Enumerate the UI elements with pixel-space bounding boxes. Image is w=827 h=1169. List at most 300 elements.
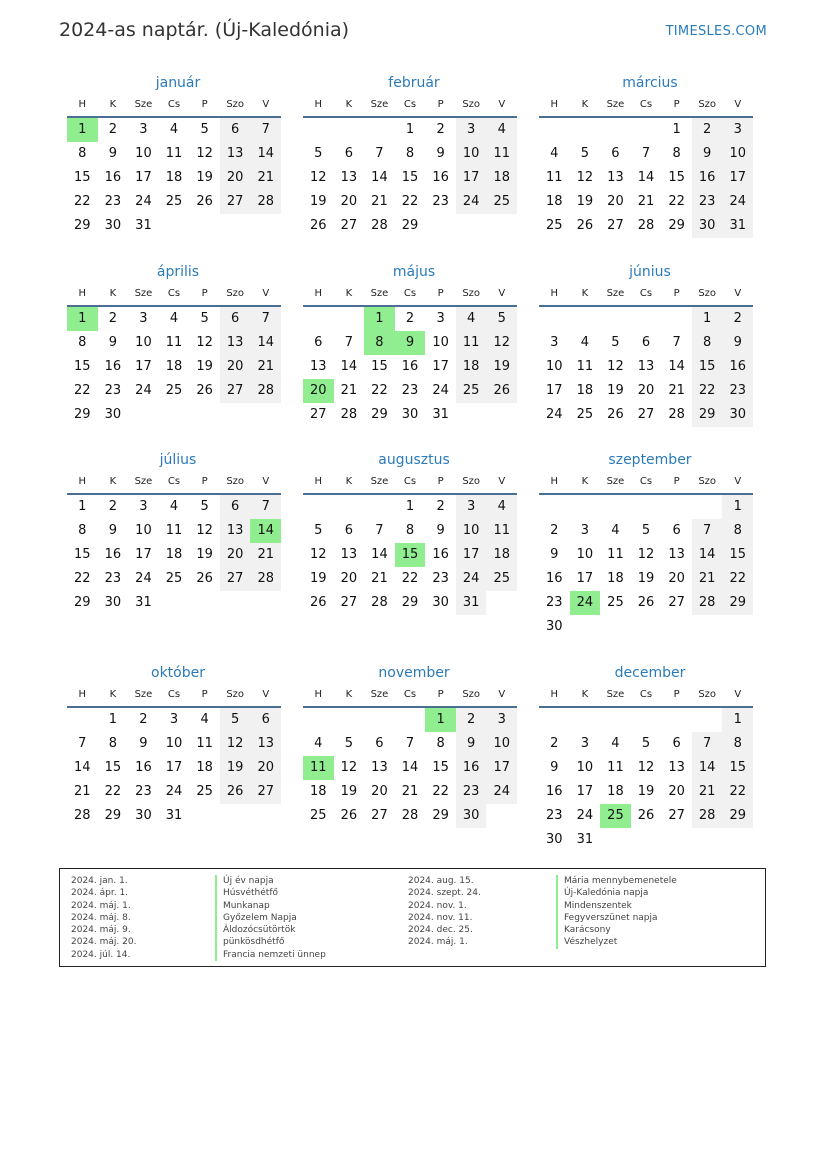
day-cell: 10 [722,142,753,166]
empty-cell [570,118,601,142]
day-cell: 14 [340,359,358,374]
week-row [539,591,753,615]
day-cell: 8 [722,732,753,756]
week-row [303,804,517,828]
week-row [539,708,753,732]
weekday-label: H [550,288,559,299]
day-cell: 20 [637,383,655,398]
day-cell: 29 [401,595,419,610]
day-cell: 28 [692,804,723,828]
day-cell: 14 [637,170,655,185]
day-cell: 17 [456,166,487,190]
month-1 [295,73,517,238]
day-cell: 12 [637,760,655,775]
day-cell: 25 [486,567,517,591]
day-cell: 15 [722,543,753,567]
weekday-label: Sze [370,99,389,110]
day-cell: 22 [668,194,685,209]
weekday-label: P [201,288,208,299]
week-row [303,732,517,756]
page-title: 2024-as naptár. (Új-Kaledónia) [59,19,350,41]
day-cell: 24 [456,190,487,214]
day-cell: 11 [576,359,594,374]
day-cell: 20 [340,571,358,586]
day-cell: 12 [310,170,327,185]
week-row [539,828,753,852]
day-cell: 5 [344,736,353,751]
week-row [539,379,753,403]
week-row [303,118,517,142]
weekday-label: Cs [639,288,653,299]
weekday-label: P [673,99,680,110]
month-name: február [388,75,440,91]
weekday-label: V [262,689,270,700]
day-cell: 19 [486,355,517,379]
legend-holiday-name: Győzelem Napja [215,912,326,924]
day-cell: 12 [310,547,327,562]
weekday-header [539,471,753,495]
legend-holiday-name: Mária mennybemenetele [556,875,677,887]
day-cell: 7 [672,335,681,350]
day-cell: 20 [371,784,388,799]
day-cell: 3 [486,708,517,732]
month-name: április [156,264,200,280]
week-row [303,708,517,732]
day-cell: 16 [546,784,563,799]
weekday-label: V [262,476,270,487]
day-cell: 3 [722,118,753,142]
day-cell: 30 [401,407,419,422]
day-cell: 30 [456,804,487,828]
empty-cell [220,591,251,615]
empty-cell [486,403,517,427]
day-cell: 19 [637,784,655,799]
weekday-header [303,471,517,495]
week-row [303,331,517,355]
day-cell: 28 [250,190,281,214]
empty-cell [661,828,692,852]
month-name: június [629,264,671,280]
day-cell: 9 [108,523,117,538]
day-cell: 3 [139,311,148,326]
day-cell: 5 [314,523,323,538]
weekday-label: Szo [462,99,481,110]
day-cell: 9 [436,146,445,161]
day-cell: 6 [641,335,651,350]
day-cell: 18 [196,760,213,775]
week-row [303,307,517,331]
week-row [539,214,753,238]
weekday-label: Szo [698,689,717,700]
day-cell: 2 [108,122,117,137]
day-cell: 18 [165,170,183,185]
day-cell: 22 [401,571,419,586]
day-cell: 29 [74,218,91,233]
weekday-label: K [109,99,117,110]
day-cell: 25 [607,595,624,610]
day-cell: 10 [486,732,517,756]
legend-holiday-name: Mindenszentek [556,900,677,912]
day-cell: 24 [432,383,449,398]
empty-cell [334,307,365,331]
day-cell: 9 [722,331,753,355]
day-grid [67,118,281,238]
empty-cell [189,214,220,238]
day-cell: 30 [432,595,449,610]
day-cell: 15 [395,543,426,567]
empty-cell [250,591,281,615]
day-grid [303,118,517,238]
day-cell: 13 [310,359,327,374]
month-name: július [159,452,197,468]
empty-cell [600,615,631,639]
day-cell: 14 [250,142,281,166]
day-cell: 25 [165,571,183,586]
day-cell: 8 [722,519,753,543]
day-grid [303,307,517,427]
day-cell: 17 [135,359,152,374]
day-cell: 26 [340,808,358,823]
week-row [539,190,753,214]
empty-cell [67,708,98,732]
day-cell: 2 [139,712,148,727]
month-2 [531,73,753,238]
day-cell: 17 [165,760,183,775]
weekday-header [303,684,517,708]
day-cell: 25 [576,407,594,422]
day-cell: 5 [314,146,323,161]
empty-cell [364,118,395,142]
empty-cell [159,591,190,615]
day-cell: 4 [314,736,323,751]
day-cell: 6 [375,736,384,751]
day-cell: 26 [310,595,327,610]
day-cell: 10 [135,335,152,350]
day-cell: 16 [546,571,563,586]
weekday-label: Sze [606,99,625,110]
weekday-label: H [550,689,559,700]
week-row [303,780,517,804]
day-cell: 8 [692,331,723,355]
weekday-label: K [109,476,117,487]
weekday-label: Cs [167,288,181,299]
day-cell: 1 [722,495,753,519]
day-cell: 7 [250,495,281,519]
day-cell: 17 [135,170,152,185]
week-row [67,708,281,732]
week-row [67,214,281,238]
day-cell: 14 [371,170,388,185]
weekday-label: P [673,288,680,299]
day-cell: 3 [580,523,589,538]
day-cell: 27 [668,808,685,823]
day-cell: 15 [371,359,388,374]
day-cell: 15 [74,170,91,185]
weekday-label: P [201,476,208,487]
day-cell: 18 [607,784,624,799]
weekday-label: P [201,99,208,110]
week-row [539,307,753,331]
empty-cell [600,495,631,519]
week-row [67,379,281,403]
day-cell: 20 [220,166,251,190]
day-cell: 5 [200,122,209,137]
day-cell: 23 [432,571,449,586]
week-row [67,732,281,756]
day-cell: 21 [668,383,685,398]
week-row [67,355,281,379]
day-cell: 21 [692,780,723,804]
month-name: augusztus [378,452,450,468]
month-0 [59,73,281,238]
day-cell: 11 [165,523,183,538]
day-cell: 30 [722,403,753,427]
day-cell: 7 [250,307,281,331]
day-cell: 18 [607,571,624,586]
day-cell: 5 [641,523,651,538]
week-row [67,804,281,828]
weekday-label: Sze [134,689,153,700]
empty-cell [722,828,753,852]
day-cell: 20 [303,379,334,403]
day-cell: 6 [314,335,323,350]
day-cell: 18 [486,166,517,190]
week-row [539,615,753,639]
week-row [67,780,281,804]
week-row [539,780,753,804]
day-cell: 6 [250,708,281,732]
weekday-header [67,471,281,495]
empty-cell [303,307,334,331]
day-cell: 8 [436,736,445,751]
week-row [303,142,517,166]
day-cell: 31 [432,407,449,422]
day-cell: 12 [637,547,655,562]
weekday-label: K [581,476,589,487]
day-cell: 21 [401,784,419,799]
day-cell: 17 [576,784,594,799]
day-cell: 28 [74,808,91,823]
day-cell: 14 [250,519,281,543]
day-cell: 8 [108,736,117,751]
day-cell: 2 [436,122,445,137]
day-cell: 29 [432,808,449,823]
day-cell: 11 [546,170,563,185]
empty-cell [159,214,190,238]
day-cell: 23 [456,780,487,804]
weekday-header [67,94,281,118]
weekday-label: Cs [639,476,653,487]
day-cell: 18 [546,194,563,209]
day-cell: 13 [607,170,624,185]
day-cell: 13 [220,142,251,166]
day-cell: 9 [139,736,148,751]
week-row [303,403,517,427]
weekday-header [303,94,517,118]
day-cell: 13 [250,732,281,756]
day-cell: 27 [220,379,251,403]
day-cell: 3 [436,311,445,326]
day-cell: 31 [165,808,183,823]
day-cell: 10 [546,359,563,374]
weekday-header [539,94,753,118]
day-cell: 10 [576,547,594,562]
weekday-label: Cs [639,689,653,700]
month-5 [531,262,753,427]
day-cell: 22 [74,383,91,398]
day-cell: 6 [220,307,251,331]
weekday-label: Cs [639,99,653,110]
legend-holiday-name: Húsvéthétfő [215,887,326,899]
day-cell: 26 [196,571,213,586]
empty-cell [692,828,723,852]
weekday-label: H [78,288,87,299]
weekday-label: Szo [698,476,717,487]
weekday-label: K [581,288,589,299]
month-name: szeptember [608,452,692,468]
day-cell: 30 [546,832,563,847]
day-cell: 27 [607,218,624,233]
day-cell: 7 [692,519,723,543]
day-cell: 24 [722,190,753,214]
day-cell: 23 [692,190,723,214]
day-cell: 25 [310,808,327,823]
day-cell: 21 [250,355,281,379]
day-cell: 11 [486,519,517,543]
empty-cell [395,708,426,732]
day-cell: 19 [220,756,251,780]
weekday-label: K [109,288,117,299]
day-cell: 14 [250,331,281,355]
day-cell: 3 [139,122,148,137]
empty-cell [570,708,601,732]
day-cell: 29 [401,218,419,233]
legend-holiday-name: Vészhelyzet [556,936,677,948]
day-cell: 11 [486,142,517,166]
weekday-label: Szo [462,288,481,299]
day-cell: 16 [432,547,449,562]
day-cell: 11 [196,736,213,751]
week-row [303,756,517,780]
day-cell: 10 [456,142,487,166]
day-cell: 26 [310,218,327,233]
weekday-label: H [314,689,323,700]
legend-date: 2024. máj. 9. [71,925,131,936]
day-cell: 14 [668,359,685,374]
day-cell: 27 [250,780,281,804]
empty-cell [303,708,334,732]
legend-date: 2024. máj. 20. [71,937,137,948]
week-row [303,495,517,519]
day-cell: 8 [78,146,87,161]
day-cell: 5 [220,708,251,732]
day-cell: 25 [196,784,213,799]
weekday-header [303,283,517,307]
day-cell: 20 [220,543,251,567]
day-cell: 11 [607,760,624,775]
weekday-label: Szo [462,476,481,487]
day-cell: 1 [405,499,415,514]
empty-cell [189,403,220,427]
month-11 [531,663,753,852]
weekday-label: Cs [167,476,181,487]
empty-cell [692,495,723,519]
day-cell: 17 [135,547,152,562]
day-cell: 31 [456,591,487,615]
day-cell: 27 [371,808,388,823]
weekday-label: Szo [226,99,245,110]
day-cell: 28 [668,407,685,422]
day-cell: 13 [340,170,358,185]
day-cell: 23 [401,383,419,398]
day-cell: 24 [486,780,517,804]
weekday-label: Szo [226,288,245,299]
day-cell: 8 [672,146,681,161]
day-cell: 15 [401,170,419,185]
day-cell: 15 [692,355,723,379]
week-row [303,190,517,214]
brand-link[interactable]: TIMESLES.COM [665,24,767,39]
weekday-header [539,283,753,307]
day-cell: 18 [310,784,327,799]
day-cell: 2 [456,708,487,732]
day-cell: 27 [220,190,251,214]
legend-date: 2024. nov. 11. [408,912,473,923]
day-cell: 24 [135,194,152,209]
week-row [539,495,753,519]
day-cell: 28 [371,218,388,233]
legend-date: 2024. júl. 14. [71,949,131,960]
month-name: március [622,75,678,91]
day-cell: 27 [340,218,358,233]
empty-cell [486,214,517,238]
day-cell: 12 [486,331,517,355]
day-cell: 30 [692,214,723,238]
day-cell: 2 [550,736,559,751]
weekday-label: H [314,288,323,299]
day-cell: 22 [722,567,753,591]
weekday-label: V [498,689,506,700]
day-cell: 31 [576,832,594,847]
day-cell: 20 [340,194,358,209]
empty-cell [456,214,487,238]
day-cell: 30 [546,619,563,634]
day-cell: 6 [672,736,681,751]
weekday-label: P [437,99,444,110]
day-cell: 2 [405,311,415,326]
day-cell: 16 [104,547,122,562]
day-cell: 26 [486,379,517,403]
month-name: május [392,264,436,280]
week-row [539,732,753,756]
day-cell: 28 [250,567,281,591]
day-cell: 23 [135,784,152,799]
week-row [67,591,281,615]
day-cell: 13 [340,547,358,562]
empty-cell [128,403,159,427]
day-cell: 5 [200,499,209,514]
day-cell: 29 [371,407,388,422]
day-cell: 2 [550,523,559,538]
week-row [539,355,753,379]
day-cell: 13 [668,547,685,562]
day-grid [539,495,753,639]
weekday-label: Sze [606,288,625,299]
week-row [67,567,281,591]
day-cell: 23 [104,383,122,398]
empty-cell [159,403,190,427]
day-cell: 25 [486,190,517,214]
